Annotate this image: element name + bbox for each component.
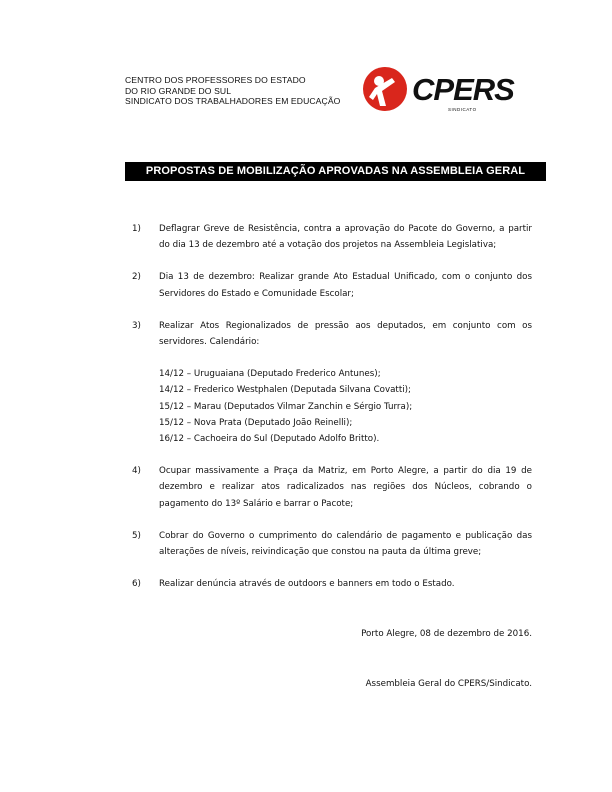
item-number: 1) bbox=[132, 224, 141, 234]
list-item bbox=[132, 221, 532, 253]
org-line-3: SINDICATO DOS TRABALHADORES EM EDUCAÇÃO bbox=[125, 96, 341, 106]
item-number: 6) bbox=[132, 579, 141, 590]
document-title: PROPOSTAS DE MOBILIZAÇÃO APROVADAS NA ASSEMBLEIA GERAL bbox=[125, 162, 546, 181]
item-number: 5) bbox=[132, 530, 141, 541]
org-line-2: DO RIO GRANDE DO SUL bbox=[125, 85, 232, 96]
item-text: Deflagrar Greve de Resistência, contra a aprovação do Pacote do Governo, a partir do dia 13 de dezembro até a votação dos projetos na Assembleia Legislativa; bbox=[159, 224, 532, 251]
calendar-entry: 14/12 – Uruguaiana (Deputado Frederico Antunes); bbox=[159, 369, 381, 380]
calendar-list bbox=[159, 366, 532, 447]
list-item bbox=[132, 528, 532, 560]
cpers-logo bbox=[362, 66, 526, 114]
org-line-1: CENTRO DOS PROFESSORES DO ESTADO bbox=[125, 75, 306, 85]
item-text: Cobrar do Governo o cumprimento do calendário de pagamento e publicação das alterações de níveis, reivindicação que constou na pauta da última greve; bbox=[159, 530, 532, 558]
logo-text: CPERS bbox=[412, 72, 514, 107]
item-text: Realizar Atos Regionalizados de pressão aos deputados, em conjunto com os servidores. Calendário: bbox=[159, 320, 532, 348]
item-text: Realizar denúncia através de outdoors e banners em todo o Estado. bbox=[159, 579, 455, 590]
calendar-entry: 15/12 – Marau (Deputados Vilmar Zanchin e Sérgio Turra); bbox=[159, 401, 413, 412]
document-date: Porto Alegre, 08 de dezembro de 2016. bbox=[361, 629, 532, 639]
list-item bbox=[132, 463, 532, 512]
list-item bbox=[132, 318, 532, 447]
logo-subtext: SINDICATO bbox=[448, 107, 477, 112]
item-text: Dia 13 de dezembro: Realizar grande Ato Estadual Unificado, com o conjunto dos Servidores do Estado e Comunidade Escolar; bbox=[159, 272, 532, 299]
list-item bbox=[132, 576, 532, 592]
calendar-entry: 14/12 – Frederico Westphalen (Deputada Silvana Covatti); bbox=[159, 385, 411, 396]
item-number: 4) bbox=[132, 466, 141, 477]
proposals-list bbox=[132, 221, 532, 608]
item-number: 3) bbox=[132, 320, 141, 331]
calendar-entry: 16/12 – Cachoeira do Sul (Deputado Adolfo Britto). bbox=[159, 434, 380, 445]
document-signature: Assembleia Geral do CPERS/Sindicato. bbox=[365, 679, 532, 689]
item-number: 2) bbox=[132, 272, 141, 283]
calendar-entry: 15/12 – Nova Prata (Deputado João Reinelli); bbox=[159, 417, 353, 428]
organization-header bbox=[125, 75, 340, 107]
list-item bbox=[132, 269, 532, 301]
item-text: Ocupar massivamente a Praça da Matriz, em Porto Alegre, a partir do dia 19 de dezembro e realizar atos radicalizados nas regiões dos Núcleos, cobrando o pagamento do 13º Salário e barrar o Pacote; bbox=[159, 466, 532, 509]
